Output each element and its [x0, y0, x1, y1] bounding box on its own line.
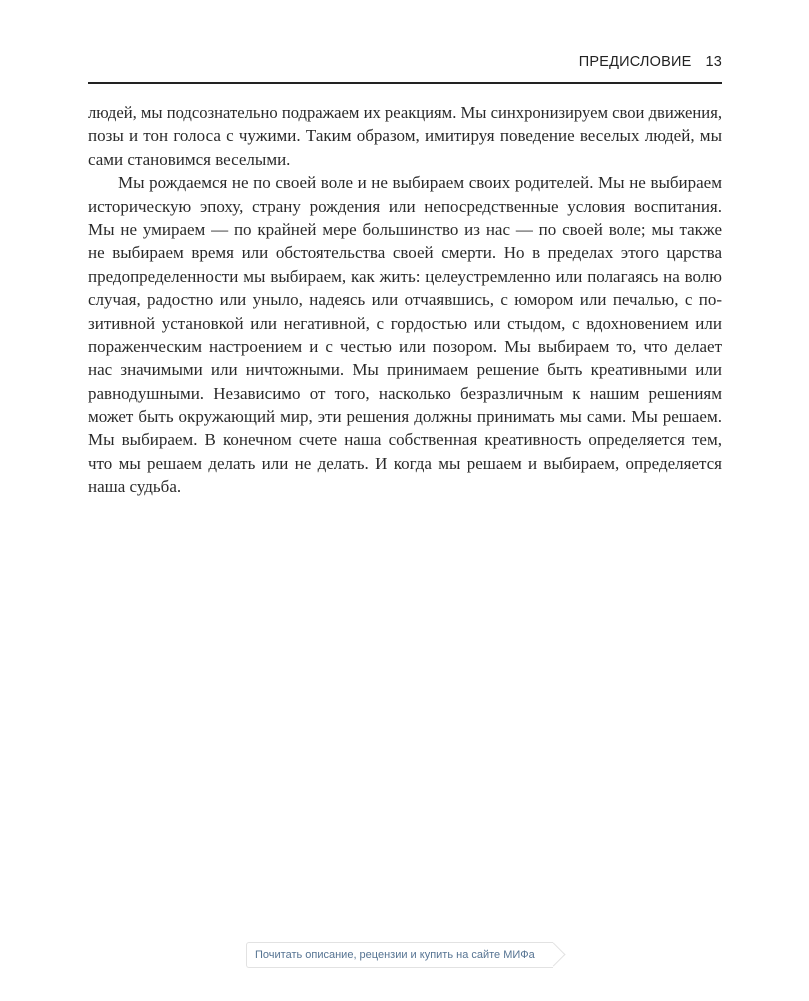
page-number: 13: [705, 54, 722, 70]
text-line: [88, 195, 722, 218]
text-line-content: нас значимыми или ничтожными. Мы принимаем решение быть креативными или: [88, 360, 722, 380]
text-line: [88, 312, 722, 335]
text-line: [88, 335, 722, 358]
text-line: [88, 475, 722, 498]
section-title: ПРЕДИСЛОВИЕ: [578, 54, 692, 70]
text-line-content: случая, радостно или уныло, надеясь или отчаявшись, с юмором или печалью, с по-: [88, 290, 722, 310]
running-header: [88, 50, 722, 84]
text-line-content: предопределенности мы выбираем, как жить: целеустремленно или полагаясь на волю: [88, 266, 722, 286]
text-line: [88, 124, 722, 147]
text-line: [88, 382, 722, 405]
header-text: [579, 54, 722, 70]
text-line-content: позы и тон голоса с чужими. Таким образом, имитируя поведение веселых людей, мы: [88, 126, 722, 146]
text-line-content: Мы выбираем. В конечном счете наша собственная креативность определяется тем,: [88, 430, 722, 450]
text-line-content: не выбираем время или обстоятельства своей смерти. Но в пределах этого царства: [88, 243, 722, 263]
text-line-content: что мы решаем делать или не делать. И когда мы решаем и выбираем, определяется: [88, 453, 722, 473]
text-line: [88, 101, 722, 124]
text-line-content: наша судьба.: [88, 477, 182, 497]
text-line: [88, 148, 722, 171]
buy-book-link[interactable]: [246, 942, 553, 968]
text-line-content: зитивной установкой или негативной, с гордостью или стыдом, с вдохновением или: [88, 313, 722, 333]
buy-book-link-label: Почитать описание, рецензии и купить на сайте МИФа: [255, 949, 535, 961]
text-line-content: историческую эпоху, страну рождения или непосредственные условия воспитания.: [88, 196, 722, 216]
text-line: [88, 405, 722, 428]
text-line: [88, 241, 722, 264]
text-line: [88, 288, 722, 311]
text-line: [88, 358, 722, 381]
text-line: [88, 265, 722, 288]
text-line-content: сами становимся веселыми.: [88, 149, 291, 169]
text-line: [88, 171, 722, 194]
text-line-content: пораженческим настроением и с честью или позором. Мы выбираем то, что делает: [88, 336, 722, 356]
text-line: [88, 428, 722, 451]
text-line: [88, 218, 722, 241]
text-line-content: Мы не умираем — по крайней мере большинство из нас — по своей воле; мы также: [88, 219, 722, 239]
text-line-content: людей, мы подсознательно подражаем их реакциям. Мы синхронизируем свои движения,: [88, 103, 722, 122]
text-line-content: равнодушными. Независимо от того, насколько безразличным к нашим решениям: [88, 383, 722, 403]
body-text: [88, 101, 722, 499]
text-line-content: Мы рождаемся не по своей воле и не выбираем своих родителей. Мы не выбираем: [118, 173, 722, 193]
text-line: [88, 452, 722, 475]
text-line-content: может быть окружающий мир, эти решения должны принимать мы сами. Мы решаем.: [88, 407, 722, 427]
